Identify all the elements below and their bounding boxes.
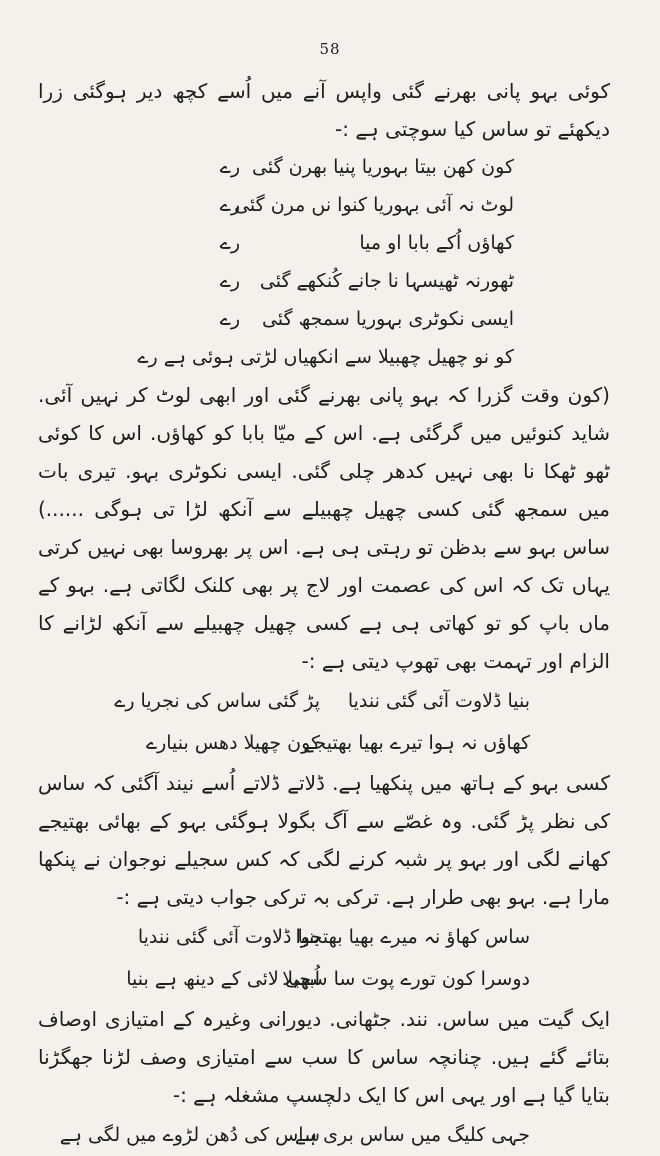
- verse-line: کھاؤں اُکے بابا او میا رے: [219, 232, 514, 254]
- page-number: 58: [319, 40, 341, 58]
- verse-line: کو نو چھیل چھبیلا سے انکھیاں لڑتی ہوئی ہے رے: [137, 346, 514, 368]
- commentary-paragraph-2: کسی بہو کے ہاتھ میں پنکھیا ہے. ڈلاتے ڈلاتے اُسے نیند آگئی کہ ساس کی نظر پڑ گئی. وہ غصّے سے آگ بگولا ہوگئی بہو کے بھائی بھتیجے کھانے لگی اور بہو پر شبہ کرنے لگی کہ کس سجیلے نوجوان نے پنکھا مارا ہے. بہو بھی طرار ہے. ترکی بہ ترکی جواب دیتی ہے :-: [38, 771, 610, 909]
- couplet-line: ساس کھاؤ نہ میرے بھیا بھتجوا بنیا ڈلاوت آئی گئی نندیا: [137, 926, 530, 948]
- song-4: [38, 1114, 610, 1156]
- verse-line: لوٹ نہ آئی بہوریا کنوا نں مرن گئی رے: [219, 194, 514, 216]
- commentary-paragraph-1: (کون وقت گزرا کہ بہو پانی بھرنے گئی اور ابھی لوٹ کر نہیں آئی. شاید کنوئیں میں گرگئی ہے. اس کے میّا بابا کو کھاؤں. اس کا کوئی ٹھو ٹھکا نا بھی نہیں کدھر چلی گئی. ایسی نکوٹری بہو. تیری بات میں سمجھ گئی کسی چھیل چھبیلے سے آنکھ لڑا تی ہوگی ......) ساس بہو سے بدظن تو رہتی ہی ہے. اس پر بھروسا بھی نہیں کرتی یہاں تک کہ اس کی عصمت اور لاج پر بھی کلنک لگاتی ہے. بہو کے ماں باپ کو تو کھاتی ہی ہے کسی چھیل چھبیلے سے آنکھ لڑانے کا الزام اور تہمت بھی تھوپ دیتی ہے :-: [38, 383, 610, 673]
- verse-line: کون کھن بیتا بہوریا پنیا بھرن گئی رے: [219, 156, 514, 178]
- song-2: [38, 680, 610, 764]
- commentary-paragraph-3: ایک گیت میں ساس. نند. جٹھانی. دیورانی وغیرہ کے امتیازی اوصاف بتائے گئے ہیں. چنانچہ ساس کا سب سے امتیازی وصف لڑنا جھگڑنا بتایا گیا ہے اور یہی اس کا ایک دلچسپ مشغلہ ہے :-: [38, 1007, 610, 1107]
- couplet-line: دوسرا کون تورے پوت سا سجیلا اُبھی لائی کے دینھ ہے بنیا: [126, 968, 530, 990]
- couplet-line: کھاؤں نہ ہوا تیرے بھیا بھتیجے کون چھیلا دھس بنیارے: [145, 732, 530, 754]
- intro-paragraph: کوئی بہو پانی بھرنے گئی واپس آنے میں اُسے کچھ دیر ہوگئی زرا دیکھئے تو ساس کیا سوچتی ہے :-: [38, 79, 610, 141]
- verse-line: ٹھورنہ ٹھیسہا نا جانے کُنکھے گئی رے: [219, 270, 514, 292]
- verse-line: ایسی نکوٹری بہوریا سمجھ گئی رے: [219, 308, 514, 330]
- couplet-line: بنیا ڈلاوت آئی گئی نندیا پڑ گئی ساس کی نجریا رے: [114, 690, 530, 712]
- couplet-line: جہی کلیگ میں ساس بری ہے ساس کی دُھن لڑوے میں لگی ہے: [59, 1124, 530, 1146]
- song-1: [38, 148, 610, 376]
- song-3: [38, 916, 610, 1000]
